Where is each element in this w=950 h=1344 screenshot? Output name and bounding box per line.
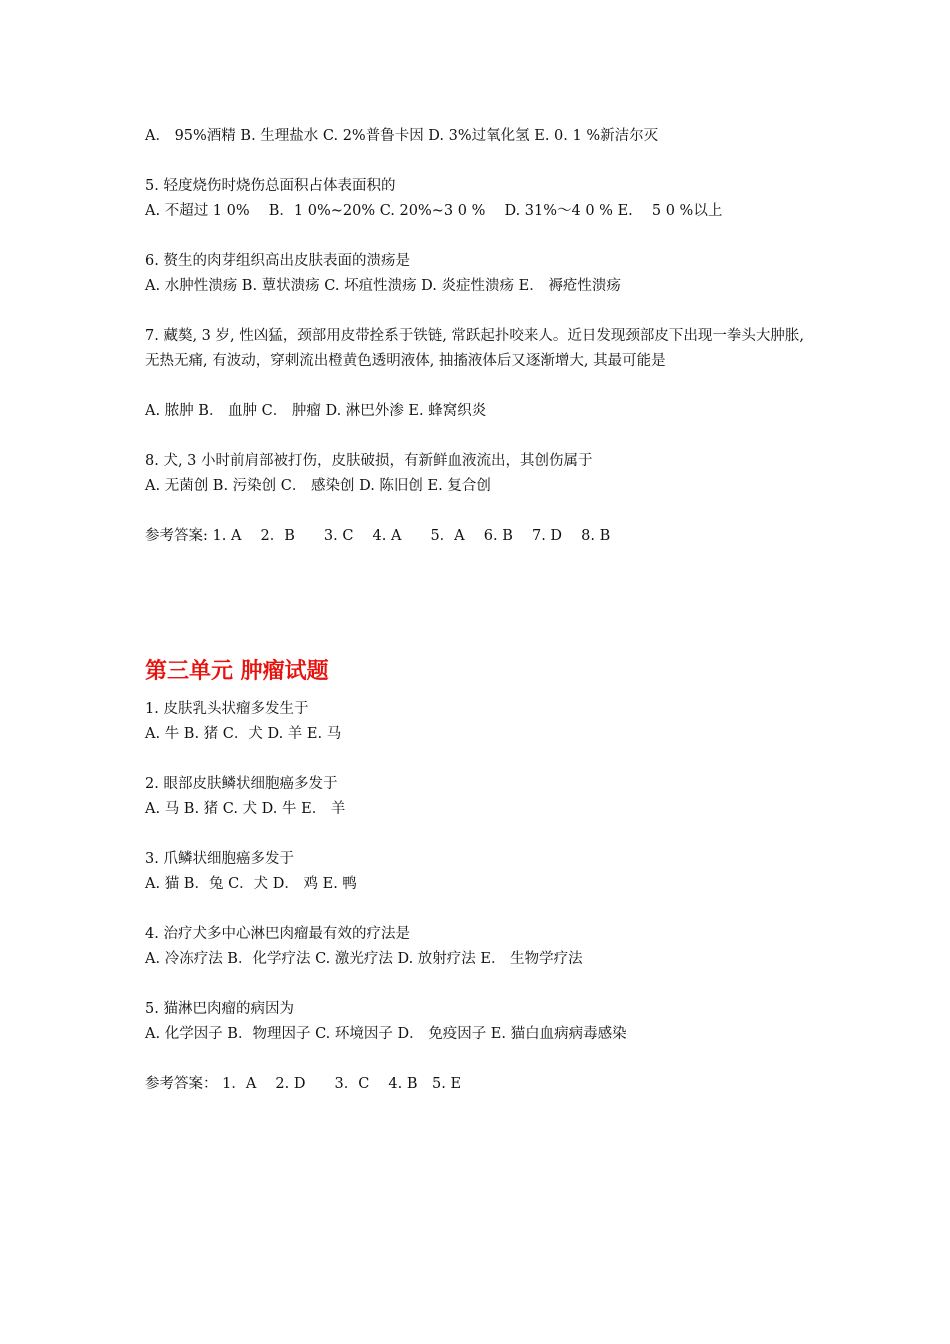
s2-q1-options: A. 牛 B. 猪 C．犬 D. 羊 E. 马 (145, 726, 342, 742)
s2-q5-options: A. 化学因子 B．物理因子 C. 环境因子 D． 免疫因子 E. 猫白血病病毒感染 (145, 1026, 627, 1042)
s1-q6-stem: 6. 赘生的肉芽组织高出皮肤表面的溃疡是 (145, 253, 410, 269)
section-title: 第三单元 肿瘤试题 (145, 659, 329, 684)
s2-q1-stem: 1. 皮肤乳头状瘤多发生于 (145, 701, 309, 717)
s2-q3-stem: 3. 爪鳞状细胞癌多发于 (145, 851, 294, 867)
s1-q5-stem: 5. 轻度烧伤时烧伤总面积占体表面积的 (145, 178, 396, 194)
s1-q4-options: A． 95%酒精 B. 生理盐水 C. 2%普鲁卡因 D. 3%过氧化氢 E. 0. 1 %新洁尔灭 (145, 128, 659, 144)
s2-answer-key: 参考答案： 1．A 2. D 3．C 4. B 5. E (145, 1076, 462, 1092)
s1-q7-options: A. 脓肿 B． 血肿 C． 肿瘤 D. 淋巴外渗 E. 蜂窝织炎 (145, 403, 487, 419)
s1-q5-options: A. 不超过 1 0% B．1 0%~20% C. 20%~3 0 % D. 31%～4 0 % E. 5 0 %以上 (145, 203, 723, 219)
s1-q7-stem: 7. 藏獒, 3 岁, 性凶猛，颈部用皮带拴系于铁链, 常跃起扑咬来人。近日发现颈部皮下出现一拳头大肿胀, 无热无痛, 有波动，穿刺流出橙黄色透明液体, 抽搐液体后又逐渐增大, 其最可能是 (145, 328, 805, 369)
s2-q3-options: A. 猫 B．兔 C．犬 D． 鸡 E. 鸭 (145, 876, 357, 892)
s1-q8-stem: 8. 犬, 3 小时前肩部被打伤，皮肤破损，有新鲜血液流出，其创伤属于 (145, 453, 593, 469)
s2-q5-stem: 5. 猫淋巴肉瘤的病因为 (145, 1001, 294, 1017)
s1-q6-options: A. 水肿性溃疡 B. 蕈状溃疡 C. 坏疽性溃疡 D. 炎症性溃疡 E． 褥疮性溃疡 (145, 278, 621, 294)
s1-answer-key: 参考答案: 1. A 2．B 3. C 4. A 5．A 6. B 7. D 8. B (145, 528, 611, 544)
s1-q8-options: A. 无菌创 B. 污染创 C． 感染创 D. 陈旧创 E. 复合创 (145, 478, 491, 494)
s2-q2-stem: 2. 眼部皮肤鳞状细胞癌多发于 (145, 776, 338, 792)
s2-q2-options: A. 马 B. 猪 C. 犬 D. 牛 E． 羊 (145, 801, 346, 817)
s2-q4-stem: 4. 治疗犬多中心淋巴肉瘤最有效的疗法是 (145, 926, 410, 942)
s2-q4-options: A. 冷冻疗法 B．化学疗法 C. 激光疗法 D. 放射疗法 E． 生物学疗法 (145, 951, 583, 967)
